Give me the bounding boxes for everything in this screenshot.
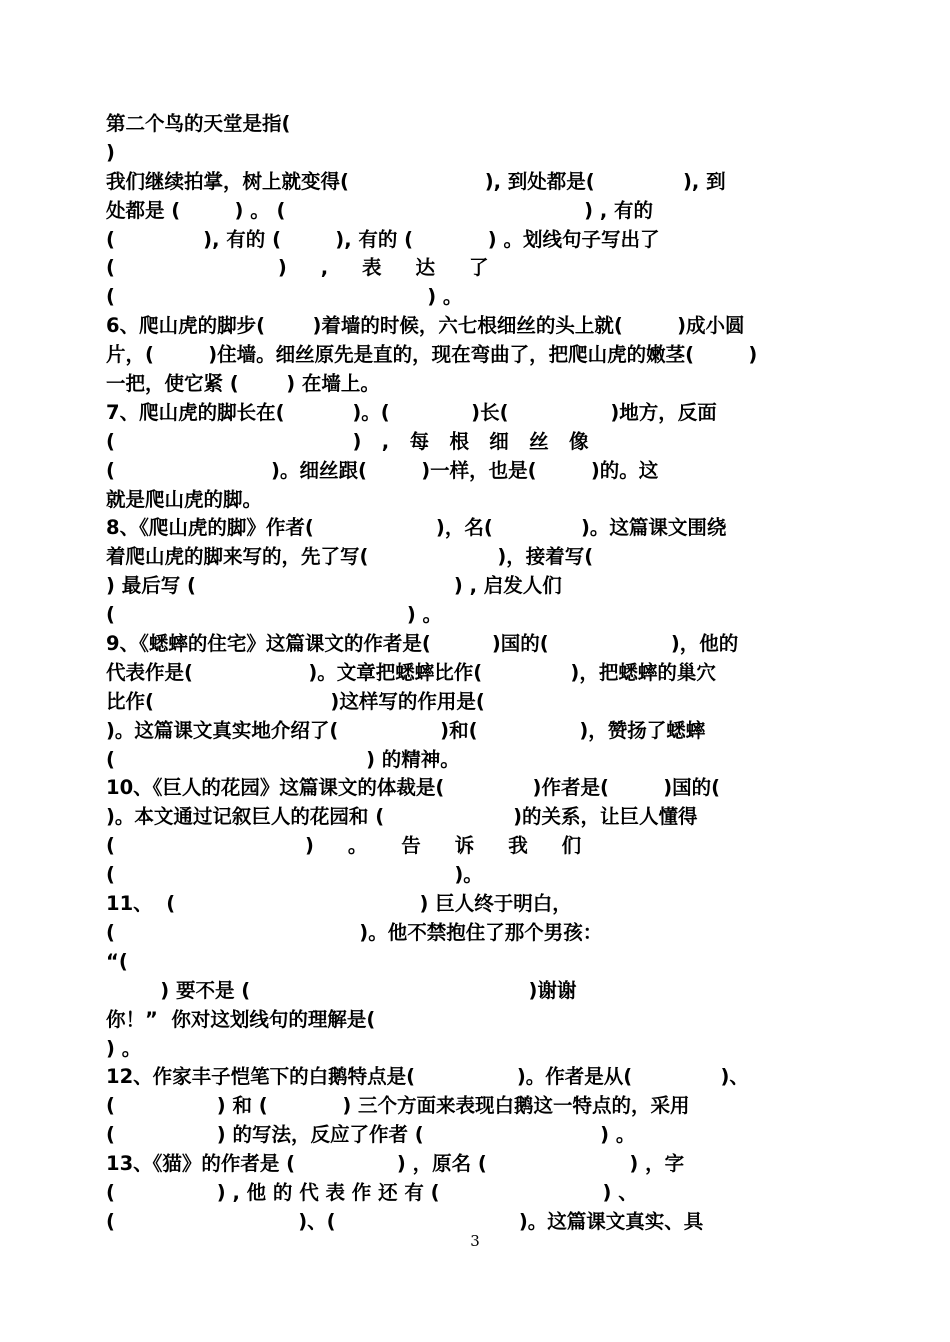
question-7-line: 7、爬山虎的脚长在( )。( )长( )地方，反面 <box>106 400 717 424</box>
text-line: ( ) , 他 的 代 表 作 还 有 ( ) 、 <box>106 1180 638 1204</box>
question-13-line: 13、《猫》的作者是 ( ) ，原名 ( ) ，字 <box>106 1152 685 1176</box>
text-line: 第二个鸟的天堂是指( <box>106 112 291 135</box>
text-line: ) 。 <box>106 1036 142 1060</box>
text-line: ( ) 。 <box>106 603 443 627</box>
text-line: ( ) 和 ( ) 三个方面来表现白鹅这一特点的，采用 <box>106 1094 690 1118</box>
text-line: ( ), 有的 ( ), 有的 ( ) 。划线句子写出了 <box>106 227 660 251</box>
text-line: ( ) , 每 根 细 丝 像 <box>106 429 589 453</box>
text-line: 我们继续拍掌，树上就变得( ), 到处都是( ), 到 <box>106 169 726 193</box>
text-line: 一把，使它紧 ( ) 在墙上。 <box>106 372 380 396</box>
text-line: )。这篇课文真实地介绍了( )和( )，赞扬了蟋蟀 <box>106 718 706 742</box>
text-line: ( ) 。 告 诉 我 们 <box>106 834 582 858</box>
text-line: ( )。 <box>106 863 483 887</box>
text-line: ( ) 的写法，反应了作者 ( ) 。 <box>106 1123 636 1147</box>
text-line: ( ) , 表 达 了 <box>106 256 489 280</box>
text-line: 比作( )这样写的作用是( <box>106 689 485 713</box>
text-line: 你！” 你对这划线句的理解是( <box>106 1007 376 1031</box>
text-line: )。本文通过记叙巨人的花园和 ( )的关系，让巨人懂得 <box>106 805 698 829</box>
question-11-line: 11、 ( ) 巨人终于明白， <box>106 892 572 916</box>
question-6-line: 6、爬山虎的脚步( )着墙的时候，六七根细丝的头上就( )成小圆 <box>106 314 745 338</box>
text-line: 片，( )住墙。细丝原先是直的，现在弯曲了，把爬山虎的嫩茎( ) <box>106 343 758 367</box>
text-line: 就是爬山虎的脚。 <box>106 487 263 511</box>
text-line: ( ) 。 <box>106 285 463 309</box>
text-line: “( <box>106 949 128 973</box>
text-line: ( )。细丝跟( )一样，也是( )的。这 <box>106 458 659 482</box>
page-number: 3 <box>470 1232 480 1250</box>
text-line: 处都是 ( ) 。 ( ) , 有的 <box>106 198 654 222</box>
text-line: ) 要不是 ( )谢谢 <box>106 978 577 1002</box>
text-line: ) <box>106 140 115 164</box>
text-line: ( )、( )。这篇课文真实、具 <box>106 1209 704 1233</box>
text-line: ( ) 的精神。 <box>106 747 460 771</box>
text-line: 着爬山虎的脚来写的，先了写( )，接着写( <box>106 545 594 569</box>
text-line: ) 最后写 ( ) , 启发人们 <box>106 574 562 598</box>
question-9-line: 9、《蟋蟀的住宅》这篇课文的作者是( )国的( )，他的 <box>106 632 739 656</box>
question-10-line: 10、《巨人的花园》这篇课文的体裁是( )作者是( )国的( <box>106 776 721 800</box>
text-line: 代表作是( )。文章把蟋蟀比作( )，把蟋蟀的巢穴 <box>106 660 716 684</box>
question-8-line: 8、《爬山虎的脚》作者( )，名( )。这篇课文围绕 <box>106 516 727 540</box>
question-12-line: 12、作家丰子恺笔下的白鹅特点是( )。作者是从( )、 <box>106 1065 749 1089</box>
worksheet-body <box>106 110 846 1237</box>
text-line: ( )。他不禁抱住了那个男孩： <box>106 920 603 944</box>
